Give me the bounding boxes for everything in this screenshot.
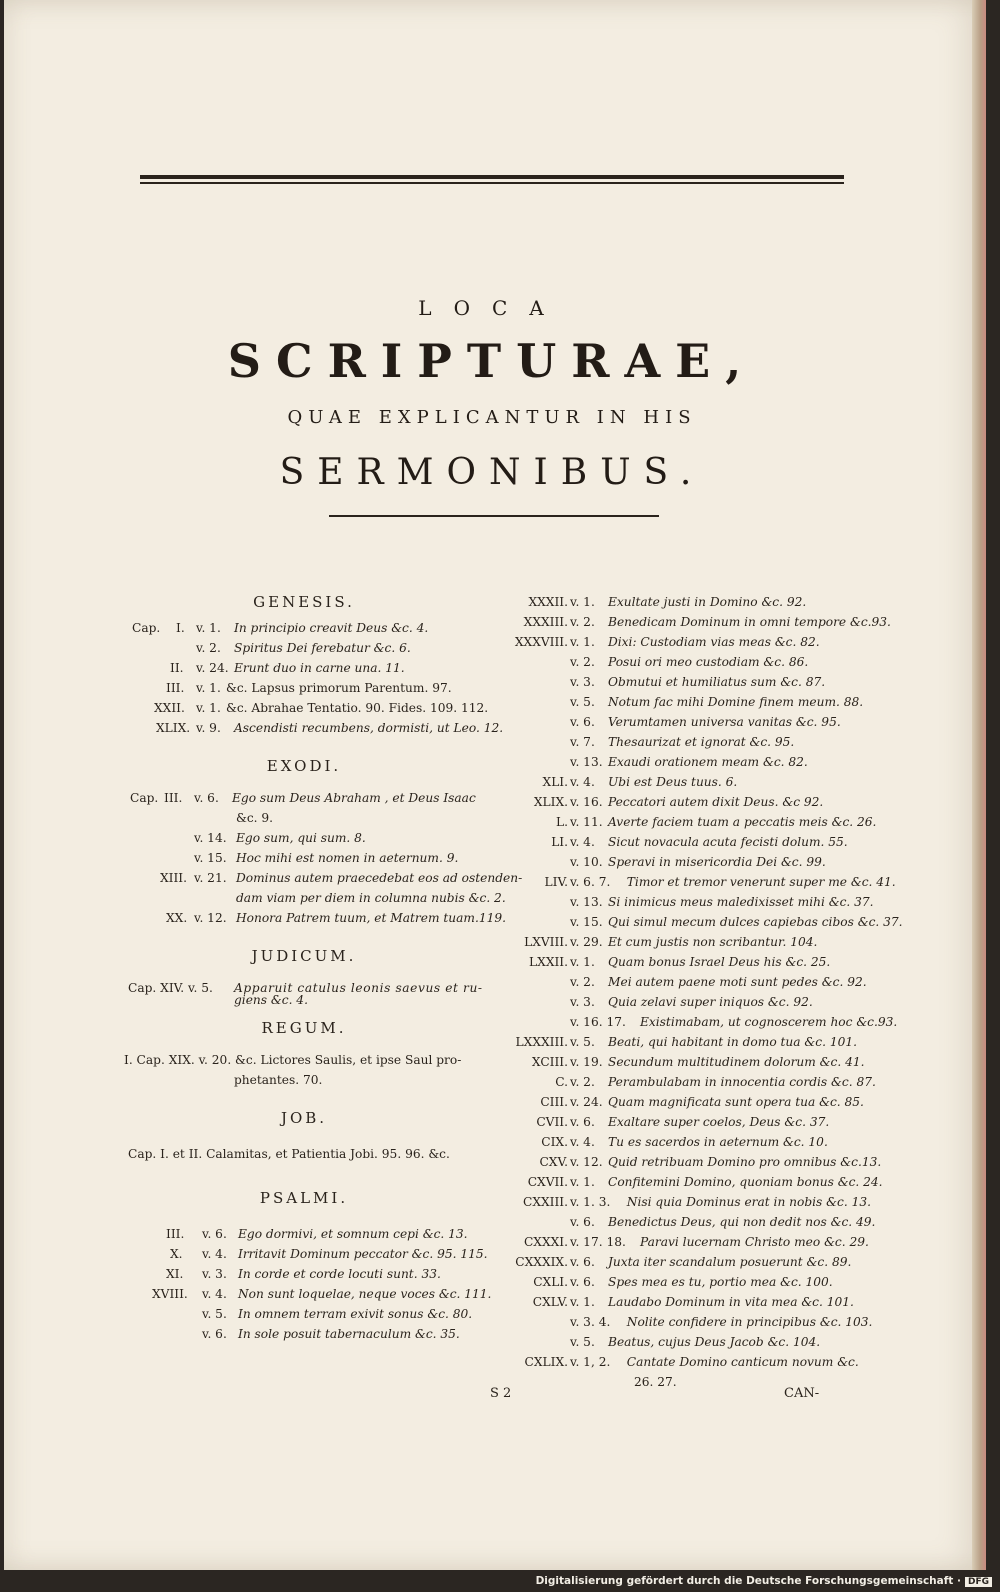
index-row	[124, 1144, 484, 1164]
entry-text: Quia zelavi super iniquos &c. 92.	[608, 995, 813, 1009]
verse-ref: v. 4.	[570, 1135, 595, 1149]
chapter-number: LXXXIII.	[515, 1035, 568, 1049]
index-row	[498, 1192, 871, 1212]
index-row	[498, 772, 848, 792]
index-row	[498, 912, 903, 932]
index-row	[498, 1012, 898, 1032]
entry-text: Speravi in misericordia Dei &c. 99.	[608, 855, 826, 869]
verse-ref: v. 5.	[202, 1307, 227, 1321]
right-column	[498, 592, 903, 1392]
verse-ref: v. 5.	[570, 1035, 595, 1049]
title-quae: QUAE EXPLICANTUR IN HIS	[287, 407, 697, 428]
index-row	[124, 1070, 484, 1090]
index-row	[498, 1152, 882, 1172]
entry-text: Obmutui et humiliatus sum &c. 87.	[608, 675, 826, 689]
verse-ref: v. 6.	[570, 715, 595, 729]
chapter-number: XXXVIII.	[514, 635, 568, 649]
index-row	[124, 618, 484, 638]
verse-ref: v. 12.	[570, 1155, 603, 1169]
index-row	[124, 1304, 484, 1324]
index-row	[498, 832, 848, 852]
index-row	[124, 698, 489, 718]
entry-text: Quid retribuam Domino pro omnibus &c.13.	[608, 1155, 882, 1169]
index-row	[124, 658, 484, 678]
entry-text: Exaudi orationem meam &c. 82.	[608, 755, 808, 769]
chapter-number: XXXII.	[528, 595, 568, 609]
verse-ref: v. 1.	[196, 681, 221, 695]
entry-text: Nisi quia Dominus erat in nobis &c. 13.	[626, 1195, 871, 1209]
title-scripturae: SCRIPTURAE,	[227, 334, 757, 388]
chapter-number: III.	[166, 1227, 185, 1241]
chapter-number: XXXIII.	[523, 615, 568, 629]
verse-ref: v. 2.	[570, 615, 595, 629]
verse-ref: v. 6.	[202, 1227, 227, 1241]
entry-text: Confitemini Domino, quoniam bonus &c. 24.	[608, 1175, 883, 1189]
index-row	[498, 1352, 859, 1372]
entry-text: Posui ori meo custodiam &c. 86.	[608, 655, 809, 669]
index-row	[124, 888, 506, 908]
entry-text: Laudabo Dominum in vita mea &c. 101.	[608, 1295, 854, 1309]
verse-ref: v. 3.	[202, 1267, 227, 1281]
verse-ref: v. 11.	[570, 815, 603, 829]
chapter-number: XI.	[166, 1267, 184, 1281]
verse-ref: v. 2.	[570, 655, 595, 669]
verse-ref: v. 29.	[570, 935, 603, 949]
chapter-number: XVIII.	[152, 1287, 188, 1301]
chapter-number: III.	[166, 681, 185, 695]
index-row	[498, 952, 848, 972]
section-heading: JUDICUM.	[251, 947, 357, 965]
verse-ref: v. 6.	[570, 1255, 595, 1269]
chapter-number: I.	[176, 621, 185, 635]
verse-ref: v. 3. 4.	[570, 1315, 611, 1329]
section-judicum	[124, 928, 484, 978]
chapter-number: CXLIX.	[524, 1355, 568, 1369]
index-row	[498, 672, 848, 692]
entry-text: Ego sum Deus Abraham , et Deus Isaac	[232, 791, 476, 805]
index-row	[124, 638, 484, 658]
verse-ref: v. 3.	[570, 675, 595, 689]
entry-text: Hoc mihi est nomen in aeternum. 9.	[236, 851, 459, 865]
entry-text: Qui simul mecum dulces capiebas cibos &c. 37.	[608, 915, 903, 929]
index-row	[498, 992, 848, 1012]
entry-text: Nolite confidere in principibus &c. 103.	[626, 1315, 873, 1329]
verse-ref: v. 6.	[194, 791, 219, 805]
entry-text: Ego dormivi, et somnum cepi &c. 13.	[238, 1227, 468, 1241]
header-rule-thin	[140, 182, 844, 184]
chapter-number: L.	[556, 815, 568, 829]
index-row	[124, 1324, 484, 1344]
index-row	[124, 1244, 488, 1264]
chapter-number: CXLV.	[532, 1295, 568, 1309]
verse-ref: v. 1.	[570, 1175, 595, 1189]
index-row	[498, 812, 877, 832]
page-edge	[972, 0, 986, 1570]
verse-ref: v. 10.	[570, 855, 603, 869]
section-job	[124, 1090, 484, 1144]
index-row	[498, 1112, 848, 1132]
entry-text: Irritavit Dominum peccator &c. 95. 115.	[238, 1247, 488, 1261]
index-row	[124, 808, 484, 828]
verse-ref: v. 19.	[570, 1055, 603, 1069]
entry-text: Spiritus Dei ferebatur &c. 6.	[234, 641, 411, 655]
entry-text: Beatus, cujus Deus Jacob &c. 104.	[608, 1335, 821, 1349]
verse-ref: v. 13.	[570, 755, 603, 769]
dfg-logo: DFG	[965, 1577, 992, 1587]
verse-ref: v. 4.	[570, 835, 595, 849]
entry-text: giens &c. 4.	[234, 993, 308, 1007]
section-heading: EXODI.	[266, 757, 342, 775]
entry-text: Apparuit catulus leonis saevus et ru-	[234, 981, 483, 995]
chapter-number: CXXXIX.	[515, 1255, 568, 1269]
entry-text: Tu es sacerdos in aeternum &c. 10.	[608, 1135, 828, 1149]
chapter-number: II.	[170, 661, 184, 675]
index-row	[124, 718, 504, 738]
section-genesis	[124, 592, 484, 618]
chapter-number: X.	[170, 1247, 183, 1261]
entry-text: Si inimicus meus maledixisset mihi &c. 37.	[608, 895, 874, 909]
entry-text: Beati, qui habitant in domo tua &c. 101.	[608, 1035, 857, 1049]
section-heading: GENESIS.	[253, 593, 355, 611]
index-row	[124, 848, 484, 868]
entry-text: Sicut novacula acuta fecisti dolum. 55.	[608, 835, 848, 849]
index-row	[498, 712, 848, 732]
section-regum	[124, 1008, 484, 1050]
verse-ref: v. 3.	[570, 995, 595, 1009]
entry-text: Quam magnificata sunt opera tua &c. 85.	[608, 1095, 864, 1109]
header-rule-thick	[140, 175, 844, 179]
index-row	[498, 1212, 876, 1232]
index-row	[498, 692, 864, 712]
entry-text: In omnem terram exivit sonus &c. 80.	[238, 1307, 473, 1321]
index-row	[124, 1224, 484, 1244]
index-row	[124, 828, 484, 848]
entry-text: In corde et corde locuti sunt. 33.	[238, 1267, 441, 1281]
entry-text: Dominus autem praecedebat eos ad ostenden-	[236, 871, 523, 885]
index-row	[498, 1232, 869, 1252]
chapter-number: XIII.	[160, 871, 187, 885]
section-exodi	[124, 738, 484, 788]
index-row	[498, 1072, 876, 1092]
verse-ref: v. 24.	[196, 661, 229, 675]
verse-ref: v. 16. 17.	[570, 1015, 626, 1029]
chapter-number: CXXXI.	[523, 1235, 568, 1249]
index-row	[124, 678, 484, 698]
entry-text: Honora Patrem tuum, et Matrem tuam.119.	[236, 911, 506, 925]
index-row	[498, 652, 848, 672]
entry-text: Non sunt loquelae, neque voces &c. 111.	[238, 1287, 492, 1301]
entry-text: Exaltare super coelos, Deus &c. 37.	[608, 1115, 830, 1129]
chapter-number: CXXIII.	[523, 1195, 568, 1209]
entry-text: Cap. I. et II. Calamitas, et Patientia Jobi. 95. 96. &c.	[128, 1147, 450, 1161]
index-row	[498, 892, 874, 912]
entry-text: Thesaurizat et ignorat &c. 95.	[608, 735, 795, 749]
entry-text: Timor et tremor venerunt super me &c. 41.	[626, 875, 896, 889]
chapter-number: C.	[555, 1075, 568, 1089]
index-row	[498, 752, 848, 772]
entry-text: Cantate Domino canticum novum &c.	[626, 1355, 859, 1369]
index-row	[498, 732, 848, 752]
entry-text: &c. Abrahae Tentatio. 90. Fides. 109. 112.	[226, 701, 489, 715]
index-row	[498, 1312, 873, 1332]
title-rule	[329, 515, 659, 517]
entry-text: Paravi lucernam Christo meo &c. 29.	[640, 1235, 869, 1249]
entry-text: Ubi est Deus tuus. 6.	[608, 775, 738, 789]
verse-ref: v. 14.	[194, 831, 227, 845]
verse-ref: v. 1.	[570, 595, 595, 609]
exodi-rows	[124, 788, 523, 928]
chapter-number: CVII.	[536, 1115, 568, 1129]
verse-ref: v. 1.	[570, 955, 595, 969]
chapter-number: XLIX.	[156, 721, 191, 735]
verse-ref: v. 1.	[196, 621, 221, 635]
verse-ref: v. 2.	[196, 641, 221, 655]
entry-text: Perambulabam in innocentia cordis &c. 87.	[608, 1075, 876, 1089]
page-signature: S 2	[490, 1386, 512, 1401]
verse-ref: v. 1, 2.	[570, 1355, 611, 1369]
verse-ref: v. 4.	[570, 775, 595, 789]
chapter-number: III.	[164, 791, 183, 805]
entry-text: Spes mea es tu, portio mea &c. 100.	[608, 1275, 833, 1289]
chapter-number: CXV.	[539, 1155, 568, 1169]
entry-text: 26. 27.	[634, 1375, 677, 1389]
cap-label: Cap.	[132, 621, 161, 635]
section-psalmi	[124, 1164, 484, 1224]
entry-text: In principio creavit Deus &c. 4.	[234, 621, 429, 635]
index-row	[498, 1332, 848, 1352]
index-row	[498, 1092, 864, 1112]
index-row	[498, 872, 896, 892]
chapter-number: CIII.	[540, 1095, 568, 1109]
verse-ref: v. 1. 3.	[570, 1195, 611, 1209]
section-heading: REGUM.	[261, 1019, 347, 1037]
chapter-number: LI.	[551, 835, 568, 849]
footer-credit	[536, 1575, 992, 1587]
entry-text: Existimabam, ut cognoscerem hoc &c.93.	[640, 1015, 898, 1029]
verse-ref: v. 6.	[570, 1115, 595, 1129]
entry-text: Juxta iter scandalum posuerunt &c. 89.	[608, 1255, 852, 1269]
index-row	[124, 868, 523, 888]
index-row	[498, 972, 867, 992]
entry-text: &c. Lapsus primorum Parentum. 97.	[226, 681, 452, 695]
entry-text: Benedictus Deus, qui non dedit nos &c. 49.	[608, 1215, 876, 1229]
verse-ref: v. 5.	[570, 1335, 595, 1349]
title-loca: LOCA	[418, 296, 566, 320]
chapter-number: CXVII.	[527, 1175, 568, 1189]
verse-ref: v. 1.	[570, 1295, 595, 1309]
section-heading: PSALMI.	[259, 1189, 349, 1207]
chapter-number: XXII.	[154, 701, 185, 715]
index-row	[498, 852, 848, 872]
index-row	[498, 612, 891, 632]
verse-ref: Cap. XIV. v. 5.	[128, 981, 213, 995]
index-row	[498, 592, 848, 612]
verse-ref: v. 4.	[202, 1247, 227, 1261]
verse-ref: v. 6.	[570, 1275, 595, 1289]
verse-ref: v. 13.	[570, 895, 603, 909]
entry-text: Dixi: Custodiam vias meas &c. 82.	[608, 635, 820, 649]
index-row	[498, 1052, 865, 1072]
index-row	[498, 792, 848, 812]
index-row	[124, 994, 484, 1008]
verse-ref: v. 1.	[570, 635, 595, 649]
index-row	[124, 1050, 484, 1070]
chapter-number: LXVIII.	[524, 935, 568, 949]
verse-ref: v. 2.	[570, 1075, 595, 1089]
index-row	[498, 1132, 848, 1152]
chapter-number: CIX.	[541, 1135, 568, 1149]
genesis-rows	[124, 618, 504, 738]
chapter-number: XCIII.	[531, 1055, 568, 1069]
footer-text: Digitalisierung gefördert durch die Deutsche Forschungsgemeinschaft ·	[535, 1575, 961, 1587]
verse-ref: v. 15.	[194, 851, 227, 865]
index-row	[124, 788, 484, 808]
section-heading: JOB.	[280, 1109, 328, 1127]
verse-ref: v. 4.	[202, 1287, 227, 1301]
verse-ref: v. 17. 18.	[570, 1235, 626, 1249]
book-page	[4, 0, 986, 1570]
chapter-number: LIV.	[544, 875, 568, 889]
index-row	[498, 932, 848, 952]
chapter-number: XX.	[166, 911, 188, 925]
entry-text: Notum fac mihi Domine finem meum. 88.	[608, 695, 864, 709]
catchword: CAN-	[784, 1386, 820, 1401]
entry-text: Averte faciem tuam a peccatis meis &c. 26.	[608, 815, 877, 829]
index-row	[124, 1284, 492, 1304]
index-row	[498, 1292, 854, 1312]
verse-ref: v. 6.	[202, 1327, 227, 1341]
verse-ref: v. 16.	[570, 795, 603, 809]
entry-text: Et cum justis non scribantur. 104.	[608, 935, 818, 949]
verse-ref: v. 6. 7.	[570, 875, 611, 889]
entry-text: In sole posuit tabernaculum &c. 35.	[238, 1327, 460, 1341]
entry-text: Erunt duo in carne una. 11.	[234, 661, 405, 675]
chapter-number: XLI.	[542, 775, 568, 789]
verse-ref: v. 1.	[196, 701, 221, 715]
cap-label: Cap.	[130, 791, 159, 805]
verse-ref: v. 15.	[570, 915, 603, 929]
entry-text: I. Cap. XIX. v. 20. &c. Lictores Saulis, et ipse Saul pro-	[124, 1053, 462, 1067]
index-row	[498, 1272, 848, 1292]
verse-ref: v. 9.	[196, 721, 221, 735]
entry-text: Ego sum, qui sum. 8.	[236, 831, 366, 845]
verse-ref: v. 24.	[570, 1095, 603, 1109]
index-row	[498, 1032, 857, 1052]
index-row	[124, 1264, 484, 1284]
entry-text: Verumtamen universa vanitas &c. 95.	[608, 715, 841, 729]
title-sermonibus: SERMONIBUS.	[279, 452, 705, 493]
entry-text: Secundum multitudinem dolorum &c. 41.	[608, 1055, 865, 1069]
entry-text: Peccatori autem dixit Deus. &c 92.	[608, 795, 824, 809]
entry-text: dam viam per diem in columna nubis &c. 2.	[236, 891, 506, 905]
verse-ref: v. 7.	[570, 735, 595, 749]
psalmi-rows	[124, 1224, 492, 1344]
entry-text: Mei autem paene moti sunt pedes &c. 92.	[608, 975, 867, 989]
verse-ref: v. 12.	[194, 911, 227, 925]
index-row	[498, 632, 848, 652]
index-row	[498, 1252, 852, 1272]
index-row	[124, 908, 506, 928]
entry-text: Ascendisti recumbens, dormisti, ut Leo. 12.	[234, 721, 504, 735]
entry-text: Benedicam Dominum in omni tempore &c.93.	[608, 615, 891, 629]
entry-text: &c. 9.	[236, 811, 274, 825]
chapter-number: XLIX.	[533, 795, 568, 809]
entry-text: phetantes. 70.	[234, 1073, 323, 1087]
entry-text: Quam bonus Israel Deus his &c. 25.	[608, 955, 831, 969]
chapter-number: CXLI.	[533, 1275, 568, 1289]
index-row	[498, 1172, 883, 1192]
entry-text: Exultate justi in Domino &c. 92.	[608, 595, 807, 609]
chapter-number: LXXII.	[529, 955, 568, 969]
verse-ref: v. 5.	[570, 695, 595, 709]
verse-ref: v. 2.	[570, 975, 595, 989]
verse-ref: v. 6.	[570, 1215, 595, 1229]
left-column	[124, 592, 523, 1344]
verse-ref: v. 21.	[194, 871, 227, 885]
